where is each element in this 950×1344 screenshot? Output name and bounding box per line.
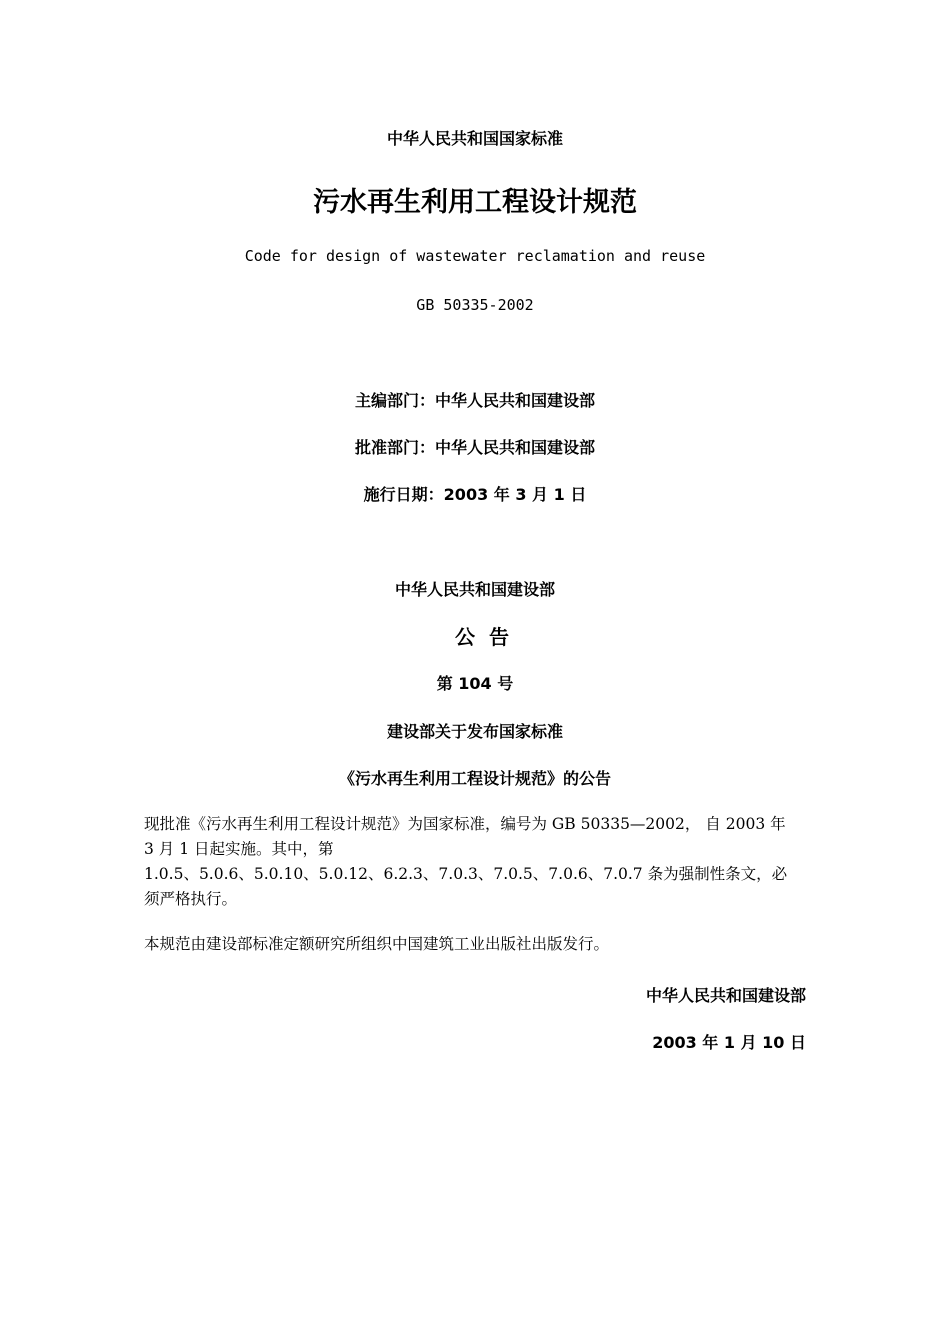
document-title-cn: 污水再生利用工程设计规范 [313,187,637,218]
notice-subject-line2: 《污水再生利用工程设计规范》的公告 [338,769,611,788]
notice-issuer: 中华人民共和国建设部 [394,580,555,599]
standard-code: GB 50335-2002 [416,296,534,314]
notice-heading: 公告 [455,625,523,649]
document-title-en: Code for design of wastewater reclamation and reuse [244,247,706,265]
paragraph-1-line-2: 3 月 1 日起实施。其中，第 [144,840,334,858]
notice-number: 第 104 号 [436,674,514,693]
notice-paragraph-1 [144,812,808,912]
effective-date-line: 施行日期：2003 年 3 月 1 日 [363,485,587,504]
paragraph-1-line-4: 须严格执行。 [144,890,238,908]
notice-subject-line1: 建设部关于发布国家标准 [386,722,563,741]
paragraph-1-line-1: 现批准《污水再生利用工程设计规范》为国家标准，编号为 GB 50335—2002， 自 2003 年 [144,815,786,833]
paragraph-1-line-3: 1.0.5、5.0.6、5.0.10、5.0.12、6.2.3、7.0.3、7.0.5、7.0.6、7.0.7 条为强制性条文，必 [144,865,788,883]
notice-paragraph-2: 本规范由建设部标准定额研究所组织中国建筑工业出版社出版发行。 [144,935,610,953]
approver-line: 批准部门：中华人民共和国建设部 [354,438,595,457]
standard-type-label: 中华人民共和国国家标准 [386,129,563,148]
signature-date: 2003 年 1 月 10 日 [652,1033,806,1052]
chief-editor-line: 主编部门：中华人民共和国建设部 [354,391,595,410]
signature-issuer: 中华人民共和国建设部 [645,986,806,1005]
